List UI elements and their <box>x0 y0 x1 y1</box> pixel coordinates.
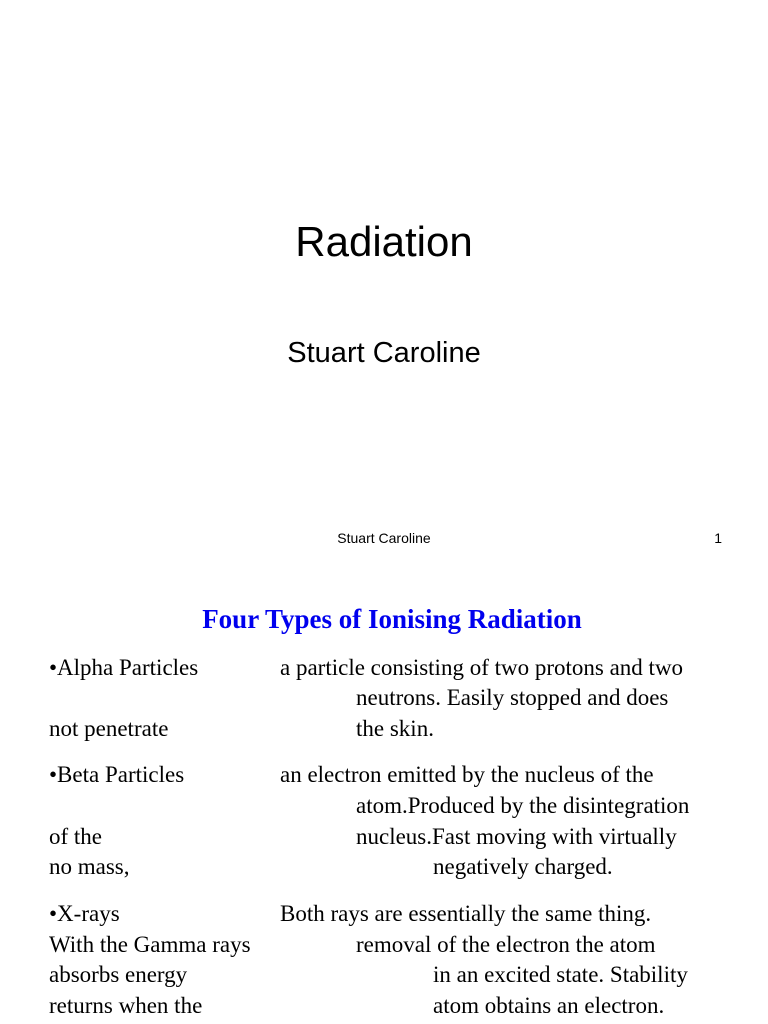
definition-line: nucleus.Fast moving with virtually <box>356 824 677 849</box>
bullet-term: •Beta Particles <box>49 762 185 787</box>
slide-subtitle: Stuart Caroline <box>287 337 481 369</box>
definition-line: an electron emitted by the nucleus of the <box>280 762 654 787</box>
slide-footer: Stuart Caroline <box>337 530 431 546</box>
definition-line: absorbs energy <box>49 962 188 987</box>
definition-line: the skin. <box>356 716 434 741</box>
bullet-term: •Alpha Particles <box>49 655 199 680</box>
definition-line: a particle consisting of two protons and two <box>280 655 684 680</box>
definition-line: no mass, <box>49 854 130 879</box>
definition-line: of the <box>49 824 103 849</box>
definition-line: With the Gamma rays <box>49 932 251 957</box>
definition-line: neutrons. Easily stopped and does <box>356 685 669 710</box>
definition-line: removal of the electron the atom <box>356 932 656 957</box>
definition-line: not penetrate <box>49 716 169 741</box>
page-number: 1 <box>714 530 722 546</box>
definition-line: in an excited state. Stability <box>433 962 688 987</box>
definition-line: atom obtains an electron. <box>433 993 665 1018</box>
slide-heading: Four Types of Ionising Radiation <box>202 604 582 634</box>
definition-line: Both rays are essentially the same thing. <box>280 901 652 926</box>
definition-line: returns when the <box>49 993 203 1018</box>
bullet-term: •X-rays <box>49 901 120 926</box>
definition-line: atom.Produced by the disintegration <box>356 793 690 818</box>
definition-line: negatively charged. <box>433 854 613 879</box>
slide-title: Radiation <box>295 218 473 265</box>
